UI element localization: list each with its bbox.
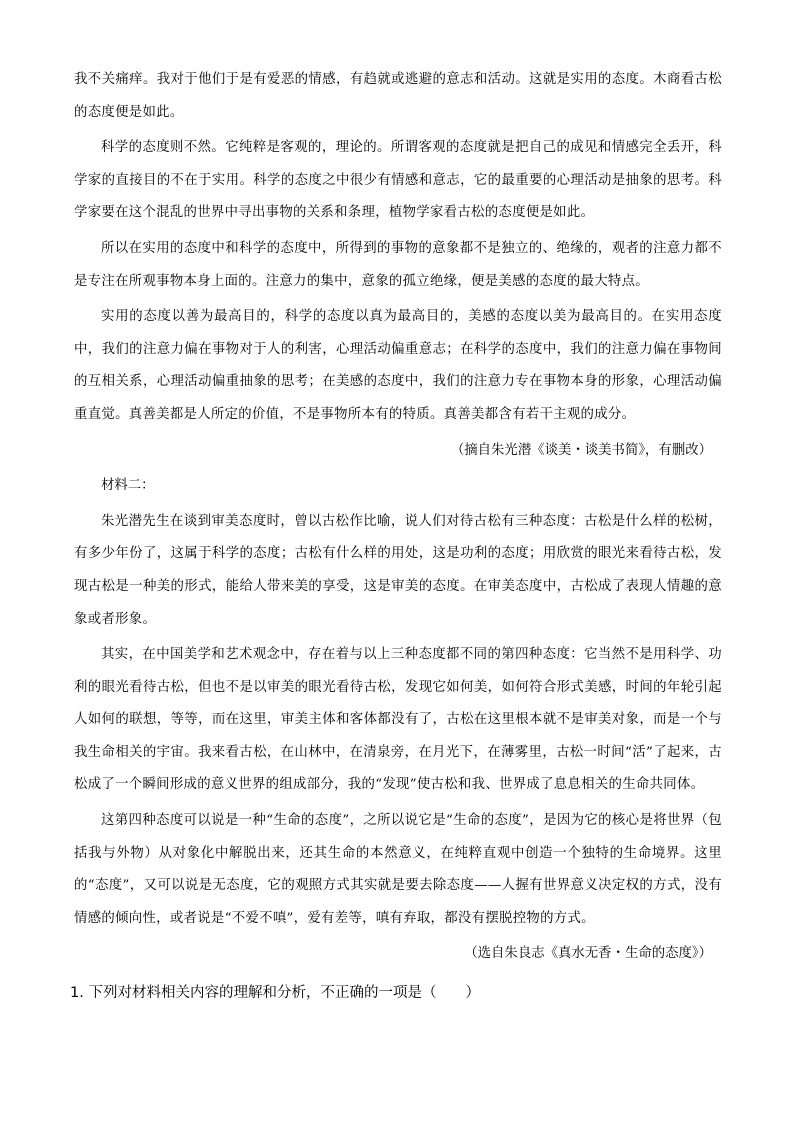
paragraph-1: 我不关痛痒。我对于他们于是有爱恶的情感，有趋就或逃避的意志和活动。这就是实用的态度。木商看古松的态度便是如此。 [74,72,722,120]
question-1: 1. 下列对材料相关内容的理解和分析，不正确的一项是（ ） [70,985,480,1002]
source-citation-1: （摘自朱光潜《谈美・谈美书简》，有删改） [450,442,712,458]
source-citation-2: （选自朱良志《真水无香・生命的态度》） [464,946,712,962]
paragraph-4: 实用的态度以善为最高目的，科学的态度以真为最高目的，美感的态度以美为最高目的。在实用态度中，我们的注意力偏在事物对于人的利害，心理活动偏重意志；在科学的态度中，我们的注意力偏在事物间的互相关系，心理活动偏重抽象的思考；在美感的态度中，我们的注意力专在事物本身的形象，心理活动偏重直觉。真善美都是人所定的价值，不是事物所本有的特质。真善美都含有若干主观的成分。 [74,309,722,422]
paragraph-7: 这第四种态度可以说是一种“生命的态度”，之所以说它是“生命的态度”，是因为它的核心是将世界（包括我与外物）从对象化中解脱出来，还其生命的本然意义，在纯粹直观中创造一个独特的生命境界。这里的“态度”，又可以说是无态度，它的观照方式其实就是要去除态度——人握有世界意义决定权的方式，没有情感的倾向性，或者说是“不爱不嗔”，爱有差等，嗔有弃取，都没有摆脱控物的方式。 [74,813,722,926]
material-2-label: 材料二： [101,478,155,494]
paragraph-5: 朱光潜先生在谈到审美态度时，曾以古松作比喻，说人们对待古松有三种态度：古松是什么样的松树，有多少年份了，这属于科学的态度；古松有什么样的用处，这是功利的态度；用欣赏的眼光来看待古松，发现古松是一种美的形式，能给人带来美的享受，这是审美的态度。在审美态度中，古松成了表现人情趣的意象或者形象。 [74,513,722,627]
paragraph-3: 所以在实用的态度中和科学的态度中，所得到的事物的意象都不是独立的、绝缘的，观者的注意力都不是专注在所观事物本身上面的。注意力的集中，意象的孤立绝缘，便是美感的态度的最大特点。 [74,240,722,289]
paragraph-2: 科学的态度则不然。它纯粹是客观的，理论的。所谓客观的态度就是把自己的成见和情感完全丢开，科学家的直接目的不在于实用。科学的态度之中很少有情感和意志，它的最重要的心理活动是抽象的思考。科学家要在这个混乱的世界中寻出事物的关系和条理，植物学家看古松的态度便是如此。 [74,140,722,221]
paragraph-6: 其实，在中国美学和艺术观念中，存在着与以上三种态度都不同的第四种态度：它当然不是用科学、功利的眼光看待古松，但也不是以审美的眼光看待古松，发现它如何美，如何符合形式美感，时间的年轮引起人如何的联想，等等，而在这里，审美主体和客体都没有了，古松在这里根本就不是审美对象，而是一个与我生命相关的宇宙。我来看古松，在山林中，在清泉旁，在月光下，在薄雾里，古松一时间“活”了起来，古松成了一个瞬间形成的意义世界的组成部分，我的“发现”使古松和我、世界成了息息相关的生命共同体。 [74,647,722,793]
